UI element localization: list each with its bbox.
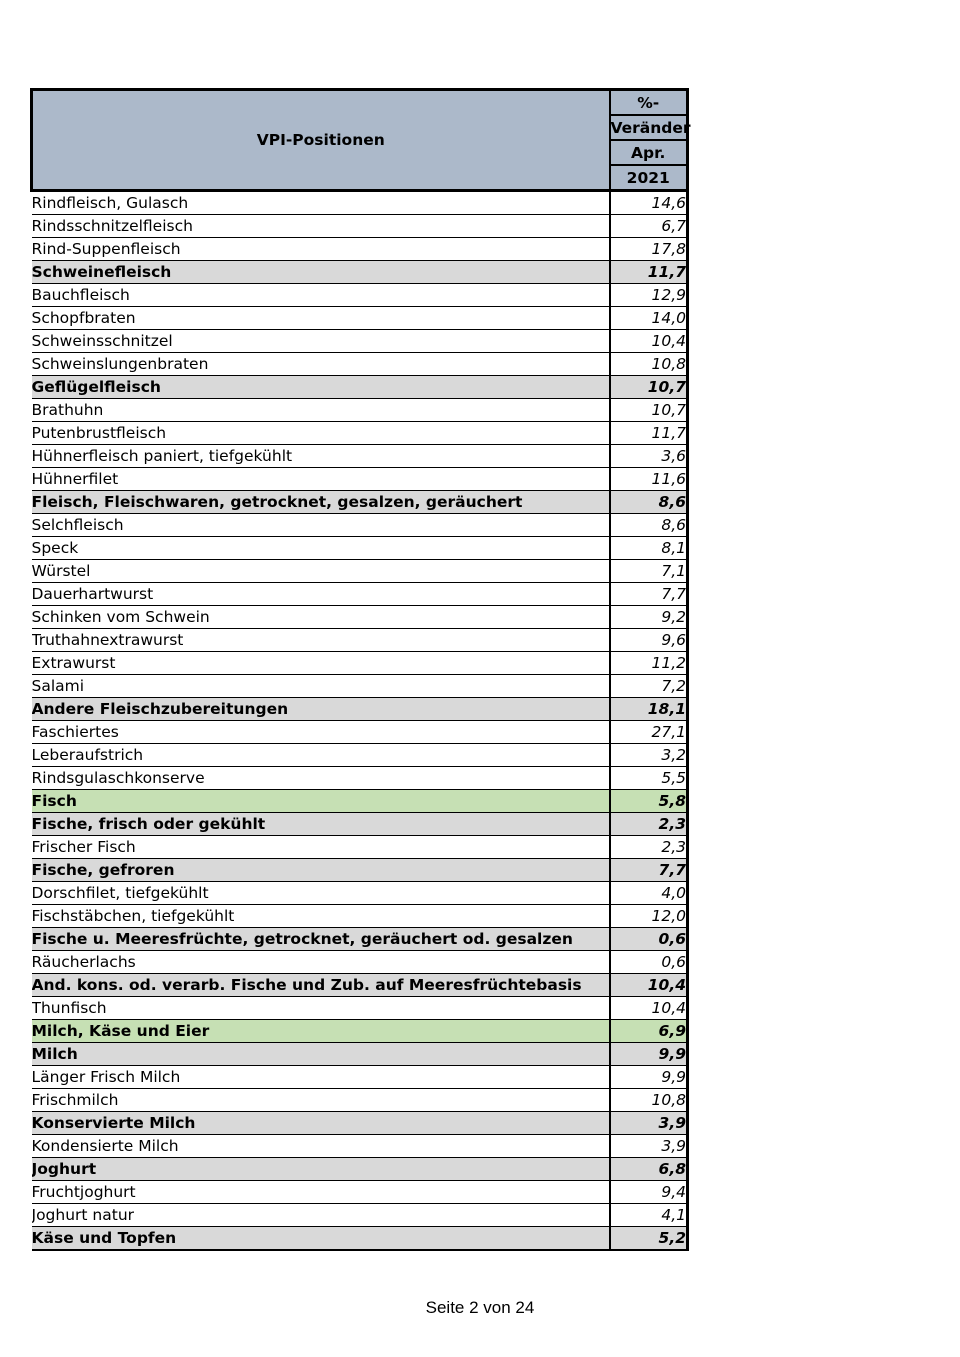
row-value: 9,2 (610, 606, 688, 629)
row-value: 17,8 (610, 238, 688, 261)
row-label: Fleisch, Fleischwaren, getrocknet, gesalzen, geräuchert (32, 491, 610, 514)
table-row (32, 583, 688, 606)
row-label: And. kons. od. verarb. Fische und Zub. auf Meeresfrüchtebasis (32, 974, 610, 997)
table-row (32, 905, 688, 928)
row-value: 6,7 (610, 215, 688, 238)
row-label: Selchfleisch (32, 514, 610, 537)
table-row (32, 606, 688, 629)
row-label: Fische, frisch oder gekühlt (32, 813, 610, 836)
row-value: 11,7 (610, 261, 688, 284)
row-label: Schweinsschnitzel (32, 330, 610, 353)
table-row (32, 238, 688, 261)
vpi-table (30, 88, 689, 1251)
row-label: Räucherlachs (32, 951, 610, 974)
row-label: Joghurt natur (32, 1204, 610, 1227)
row-label: Truthahnextrawurst (32, 629, 610, 652)
row-value: 11,6 (610, 468, 688, 491)
table-row (32, 997, 688, 1020)
row-value: 9,6 (610, 629, 688, 652)
table-row (32, 1089, 688, 1112)
row-value: 7,1 (610, 560, 688, 583)
row-value: 5,2 (610, 1227, 688, 1251)
row-label: Rindsgulaschkonserve (32, 767, 610, 790)
row-label: Milch, Käse und Eier (32, 1020, 610, 1043)
table-row (32, 744, 688, 767)
table-row (32, 629, 688, 652)
row-value: 5,8 (610, 790, 688, 813)
table-row (32, 353, 688, 376)
row-label: Käse und Topfen (32, 1227, 610, 1251)
header-vpi-positionen: VPI-Positionen (32, 90, 610, 191)
row-value: 9,9 (610, 1043, 688, 1066)
table-row (32, 1204, 688, 1227)
row-label: Länger Frisch Milch (32, 1066, 610, 1089)
table-row (32, 261, 688, 284)
row-value: 10,4 (610, 974, 688, 997)
row-value: 3,6 (610, 445, 688, 468)
table-row (32, 468, 688, 491)
row-value: 5,5 (610, 767, 688, 790)
row-label: Fische, gefroren (32, 859, 610, 882)
row-value: 9,9 (610, 1066, 688, 1089)
row-value: 14,6 (610, 191, 688, 215)
table-row (32, 560, 688, 583)
row-label: Frischmilch (32, 1089, 610, 1112)
table-row (32, 330, 688, 353)
table-row (32, 1066, 688, 1089)
row-value: 4,1 (610, 1204, 688, 1227)
row-label: Fisch (32, 790, 610, 813)
table-row (32, 376, 688, 399)
row-value: 10,7 (610, 376, 688, 399)
table-row (32, 284, 688, 307)
row-label: Geflügelfleisch (32, 376, 610, 399)
row-value: 3,9 (610, 1112, 688, 1135)
table-row (32, 1112, 688, 1135)
row-value: 2,3 (610, 836, 688, 859)
row-value: 8,1 (610, 537, 688, 560)
row-value: 18,1 (610, 698, 688, 721)
row-label: Schopfbraten (32, 307, 610, 330)
row-value: 8,6 (610, 491, 688, 514)
row-label: Rindsschnitzelfleisch (32, 215, 610, 238)
row-value: 10,8 (610, 353, 688, 376)
row-label: Milch (32, 1043, 610, 1066)
row-label: Fruchtjoghurt (32, 1181, 610, 1204)
table-row (32, 1020, 688, 1043)
row-label: Faschiertes (32, 721, 610, 744)
table-row (32, 859, 688, 882)
row-value: 14,0 (610, 307, 688, 330)
row-value: 7,7 (610, 859, 688, 882)
row-value: 10,4 (610, 330, 688, 353)
row-label: Joghurt (32, 1158, 610, 1181)
row-value: 10,7 (610, 399, 688, 422)
table-row (32, 698, 688, 721)
row-value: 27,1 (610, 721, 688, 744)
row-value: 7,2 (610, 675, 688, 698)
row-value: 11,2 (610, 652, 688, 675)
row-label: Schweinslungenbraten (32, 353, 610, 376)
row-label: Schweinefleisch (32, 261, 610, 284)
row-value: 7,7 (610, 583, 688, 606)
row-label: Dauerhartwurst (32, 583, 610, 606)
row-label: Fische u. Meeresfrüchte, getrocknet, geräuchert od. gesalzen (32, 928, 610, 951)
row-label: Rind-Suppenfleisch (32, 238, 610, 261)
row-label: Dorschfilet, tiefgekühlt (32, 882, 610, 905)
row-label: Frischer Fisch (32, 836, 610, 859)
row-value: 10,4 (610, 997, 688, 1020)
row-value: 3,2 (610, 744, 688, 767)
row-value: 12,9 (610, 284, 688, 307)
row-value: 10,8 (610, 1089, 688, 1112)
table-row (32, 790, 688, 813)
table-row (32, 1043, 688, 1066)
row-value: 6,9 (610, 1020, 688, 1043)
table-row (32, 882, 688, 905)
row-value: 4,0 (610, 882, 688, 905)
table-row (32, 191, 688, 215)
row-value: 12,0 (610, 905, 688, 928)
row-value: 11,7 (610, 422, 688, 445)
table-row (32, 652, 688, 675)
row-label: Rindfleisch, Gulasch (32, 191, 610, 215)
row-label: Konservierte Milch (32, 1112, 610, 1135)
table-row (32, 1227, 688, 1251)
table-row (32, 514, 688, 537)
header-month: Apr. (610, 140, 688, 165)
table-row (32, 422, 688, 445)
table-row (32, 399, 688, 422)
header-change-label-2: Veränder (610, 115, 688, 140)
table-row (32, 951, 688, 974)
row-label: Hühnerfilet (32, 468, 610, 491)
page-number: Seite 2 von 24 (425, 1298, 535, 1317)
row-label: Speck (32, 537, 610, 560)
row-label: Leberaufstrich (32, 744, 610, 767)
table-row (32, 813, 688, 836)
header-year: 2021 (610, 165, 688, 191)
table-row (32, 215, 688, 238)
table-row (32, 675, 688, 698)
table-row (32, 836, 688, 859)
row-value: 6,8 (610, 1158, 688, 1181)
row-label: Salami (32, 675, 610, 698)
row-value: 9,4 (610, 1181, 688, 1204)
row-value: 2,3 (610, 813, 688, 836)
row-label: Putenbrustfleisch (32, 422, 610, 445)
table-row (32, 1181, 688, 1204)
row-label: Kondensierte Milch (32, 1135, 610, 1158)
table-body (32, 191, 688, 1251)
row-label: Würstel (32, 560, 610, 583)
row-value: 3,9 (610, 1135, 688, 1158)
row-value: 0,6 (610, 951, 688, 974)
row-label: Hühnerfleisch paniert, tiefgekühlt (32, 445, 610, 468)
row-value: 0,6 (610, 928, 688, 951)
row-label: Fischstäbchen, tiefgekühlt (32, 905, 610, 928)
table-row (32, 307, 688, 330)
table-row (32, 767, 688, 790)
table-row (32, 1135, 688, 1158)
header-change-label: %- (610, 90, 688, 116)
row-label: Bauchfleisch (32, 284, 610, 307)
row-label: Thunfisch (32, 997, 610, 1020)
row-label: Andere Fleischzubereitungen (32, 698, 610, 721)
table-row (32, 491, 688, 514)
table-row (32, 721, 688, 744)
row-label: Brathuhn (32, 399, 610, 422)
table-row (32, 1158, 688, 1181)
row-label: Schinken vom Schwein (32, 606, 610, 629)
row-label: Extrawurst (32, 652, 610, 675)
table-row (32, 537, 688, 560)
table-row (32, 445, 688, 468)
row-value: 8,6 (610, 514, 688, 537)
table-row (32, 974, 688, 997)
table-row (32, 928, 688, 951)
